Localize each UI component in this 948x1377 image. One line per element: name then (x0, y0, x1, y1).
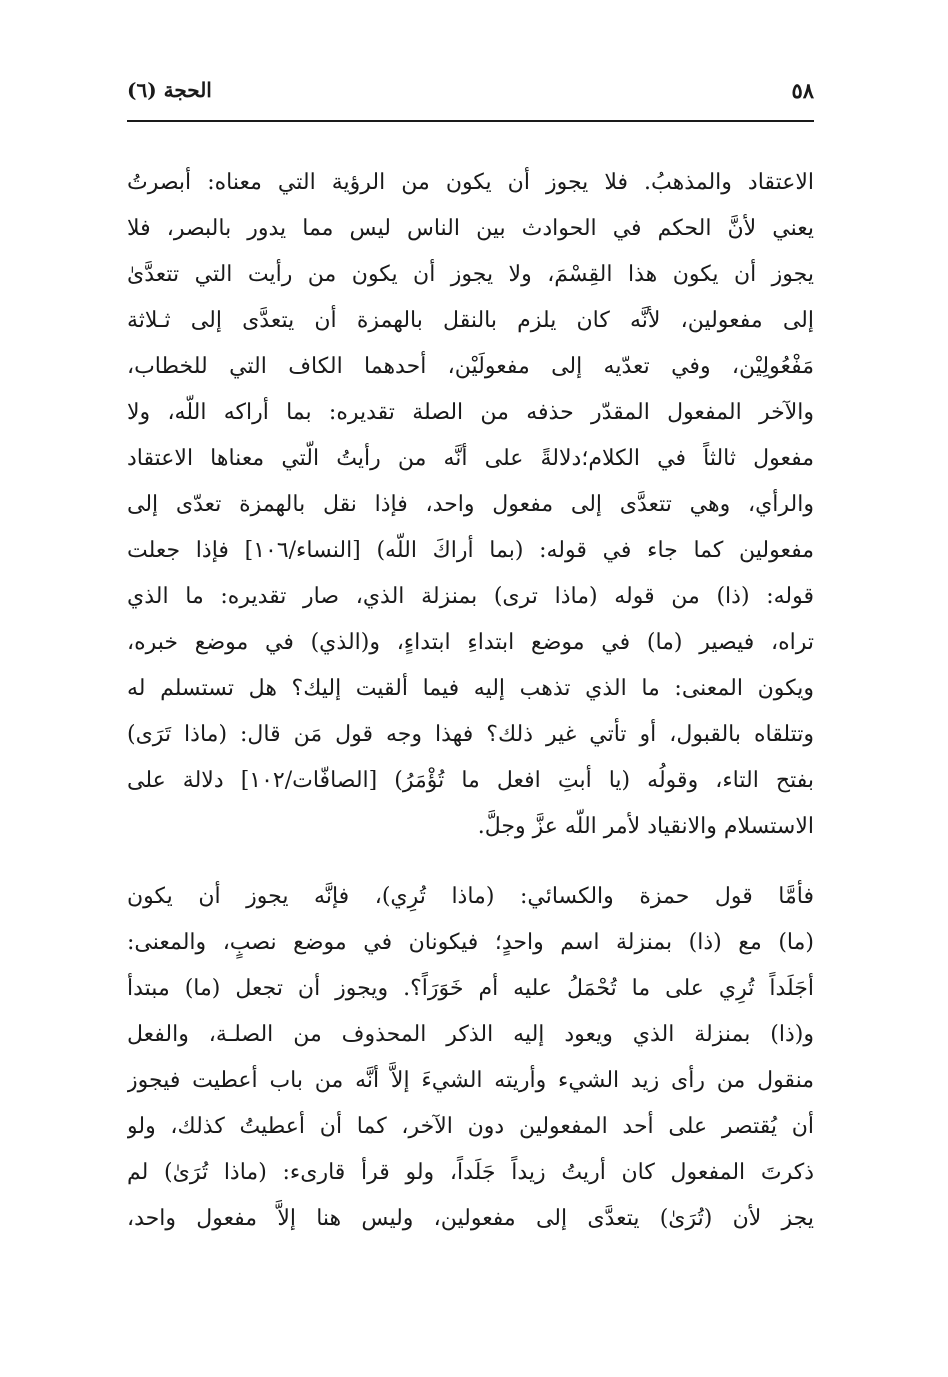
text-line: ذكرتَ المفعول كان أريتُ زيداً جَلَداً، ولو قرأ قارىء: (ماذا تُرَىٰ) لم (127, 1160, 814, 1185)
header-rule (127, 120, 814, 122)
text-line: ويكون المعنى: ما الذي تذهب إليه فيما ألقيت إليك؟ هل تستسلم له (127, 676, 814, 701)
text-line: بفتح التاء، وقولُه (يا أبتِ افعل ما تُؤْمَرُ) [الصافّات/١٠٢] دلالة على (127, 768, 814, 793)
page-header (127, 76, 814, 110)
text-line: و(ذا) بمنزلة الذي ويعود إليه الذكر المحذوف من الصلـة، والفعل (127, 1022, 814, 1047)
text-line: قوله: (ذا) من قوله (ماذا ترى) بمنزلة الذي، صار تقديره: ما الذي (127, 584, 814, 609)
text-line: مفعول ثالثاً في الكلام؛دلالةً على أنَّه من رأيتُ الّتي معناها الاعتقاد (127, 446, 814, 471)
text-line: يعني لأنَّ الحكم في الحوادث بين الناس ليس مما يدور بالبصر، فلا (127, 216, 814, 241)
text-line: مَفْعُولِيْن، وفي تعدّيه إلى مفعولَيْن، أحدهما الكاف التي للخطاب، (127, 354, 814, 379)
text-line: الاعتقاد والمذهبُ. فلا يجوز أن يكون من الرؤية التي معناه: أبصرتُ (127, 170, 814, 195)
paragraph-1 (127, 160, 814, 850)
paragraph-2 (127, 874, 814, 1242)
text-line: أجَلَداً تُرِي على ما تُحْمَلُ عليه أم خَوَرَاً؟. ويجوز أن تجعل (ما) مبتدأ (127, 976, 814, 1001)
text-line: يجز لأن (تُرَىٰ) يتعدَّى إلى مفعولين، وليس هنا إلاَّ مفعول واحد، (127, 1206, 814, 1231)
text-line: فأمَّا قول حمزة والكسائي: (ماذا تُرِي)، فإنَّه يجوز أن يكون (127, 884, 814, 909)
text-line: (ما) مع (ذا) بمنزلة اسم واحدٍ؛ فيكونان في موضع نصبٍ، والمعنى: (127, 930, 814, 955)
text-line: أن يُقتصر على أحد المفعولين دون الآخر، كما أن أعطيتُ كذلك، ولو (127, 1114, 814, 1139)
running-title: الحجة (٦) (127, 78, 212, 102)
page-number: ٥٨ (791, 78, 814, 103)
text-line: مفعولين كما جاء في قوله: (بما أراكَ اللّه) [النساء/١٠٦] فإذا جعلت (127, 538, 814, 563)
text-line: والرأي، وهي تتعدَّى إلى مفعول واحد، فإذا نقل بالهمزة تعدّى إلى (127, 492, 814, 517)
text-line: يجوز أن يكون هذا القِسْمَ، ولا يجوز أن يكون من رأيت التي تتعدَّىٰ (127, 262, 814, 287)
text-line: منقول من رأى زيد الشيء وأريته الشيءَ إلاَّ أنَّه من باب أعطيت فيجوز (127, 1068, 814, 1093)
text-line: إلى مفعولين، لأنَّه كان يلزم بالنقل بالهمزة أن يتعدَّى إلى ثـلاثة (127, 308, 814, 333)
text-line: وتتلقاه بالقبول، أو تأتي غير ذلك؟ فهذا وجه قول مَن قال: (ماذا تَرَى) (127, 722, 814, 747)
text-line: تراه، فيصير (ما) في موضع ابتداءِ ابتداءٍ، و(الذي) في موضع خبره، (127, 630, 814, 655)
text-line: والآخر المفعول المقدّر حذفه من الصلة تقديره: بما أراكه اللّه، ولا (127, 400, 814, 425)
text-line: الاستسلام والانقياد لأمر اللّه عزَّ وجلَّ. (477, 814, 814, 839)
